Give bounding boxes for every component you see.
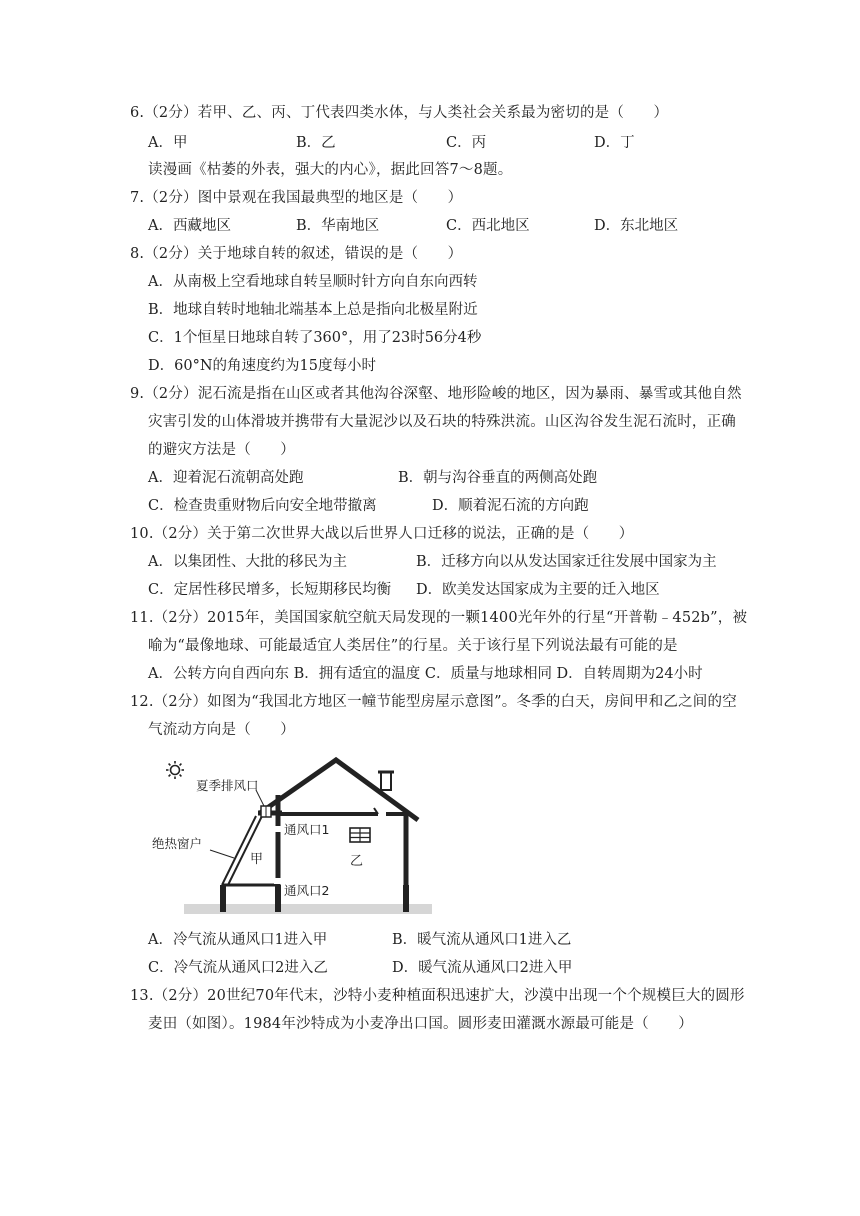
q6-option-a: A．甲 <box>148 135 188 151</box>
q10-option-b: B．迁移方向以从发达国家迁往发展中国家为主 <box>416 554 717 570</box>
q11-options: A．公转方向自西向东 B．拥有适宜的温度 C．质量与地球相同 D．自转周期为24小时 <box>148 666 703 682</box>
question-7-stem: 7.（2分）图中景观在我国最典型的地区是（ ） <box>130 190 463 206</box>
question-11-stem-line1: 11.（2分）2015年，美国国家航空航天局发现的一颗1400光年外的行星“开普勒﹣452b”，被 <box>130 610 748 626</box>
q6-option-d: D．丁 <box>594 135 635 151</box>
q10-option-c: C．定居性移民增多，长短期移民均衡 <box>148 582 392 598</box>
q8-option-b: B．地球自转时地轴北端基本上总是指向北极星附近 <box>148 302 478 318</box>
room-a-label: 甲 <box>250 852 264 867</box>
chimney-icon <box>381 772 391 790</box>
q12-option-d: D．暖气流从通风口2进入甲 <box>392 960 573 976</box>
q8-option-d: D．60°N的角速度约为15度每小时 <box>148 358 376 374</box>
intro-7-8: 读漫画《枯萎的外表，强大的内心》，据此回答7～8题。 <box>148 162 513 178</box>
q10-option-d: D．欧美发达国家成为主要的迁入地区 <box>416 582 660 598</box>
question-11-stem-line2: 喻为“最像地球、可能最适宜人类居住”的行星。关于该行星下列说法最有可能的是 <box>148 638 678 654</box>
q7-option-b: B．华南地区 <box>296 218 380 234</box>
question-8-stem: 8.（2分）关于地球自转的叙述，错误的是（ ） <box>130 246 463 262</box>
vent-1-opening <box>274 826 282 832</box>
vent-2-opening <box>274 878 282 884</box>
question-10-stem: 10.（2分）关于第二次世界大战以后世界人口迁移的说法，正确的是（ ） <box>130 526 634 542</box>
q10-option-a: A．以集团性、大批的移民为主 <box>148 554 347 570</box>
q9-option-a: A．迎着泥石流朝高处跑 <box>148 470 304 486</box>
sun-icon <box>166 761 184 779</box>
q12-option-b: B．暖气流从通风口1进入乙 <box>392 932 572 948</box>
q12-option-a: A．冷气流从通风口1进入甲 <box>148 932 328 948</box>
q9-option-d: D．顺着泥石流的方向跑 <box>432 498 589 514</box>
vent-1-label: 通风口1 <box>284 822 330 837</box>
q7-option-a: A．西藏地区 <box>148 218 231 234</box>
q9-option-c: C．检查贵重财物后向安全地带撤离 <box>148 498 377 514</box>
q12-option-c: C．冷气流从通风口2进入乙 <box>148 960 328 976</box>
question-12-stem-line1: 12.（2分）如图为“我国北方地区一幢节能型房屋示意图”。冬季的白天，房间甲和乙之间的空 <box>130 694 737 710</box>
insulated-window-label: 绝热窗户 <box>152 836 203 851</box>
q6-option-b: B．乙 <box>296 135 336 151</box>
q8-option-a: A．从南极上空看地球自转呈顺时针方向自东向西转 <box>148 274 478 290</box>
question-12-stem-line2: 气流动方向是（ ） <box>148 722 295 738</box>
energy-saving-house-diagram <box>152 752 440 924</box>
question-13-stem-line2: 麦田（如图）。1984年沙特成为小麦净出口国。圆形麦田灌溉水源最可能是（ ） <box>148 1016 693 1032</box>
question-9-stem-line3: 的避灾方法是（ ） <box>148 442 295 458</box>
question-6-stem: 6.（2分）若甲、乙、丙、丁代表四类水体，与人类社会关系最为密切的是（ ） <box>130 105 669 121</box>
insulated-window <box>222 816 256 885</box>
room-b-label: 乙 <box>350 854 364 869</box>
summer-vent-label: 夏季排风口 <box>196 778 259 793</box>
question-13-stem-line1: 13.（2分）20世纪70年代末，沙特小麦种植面积迅速扩大，沙漠中出现一个个规模巨大的圆形 <box>130 988 745 1004</box>
q9-option-b: B．朝与沟谷垂直的两侧高处跑 <box>398 470 598 486</box>
left-footing <box>220 885 226 912</box>
roof <box>260 760 418 820</box>
q8-option-c: C．1个恒星日地球自转了360°，用了23时56分4秒 <box>148 330 482 346</box>
question-9-stem-line1: 9.（2分）泥石流是指在山区或者其他沟谷深壑、地形险峻的地区，因为暴雨、暴雪或其他自然 <box>130 386 742 402</box>
vent-2-label: 通风口2 <box>284 883 330 898</box>
q7-option-c: C．西北地区 <box>446 218 530 234</box>
window-icon <box>350 828 370 842</box>
question-9-stem-line2: 灾害引发的山体滑坡并携带有大量泥沙以及石块的特殊洪流。山区沟谷发生泥石流时，正确 <box>148 414 736 430</box>
q7-option-d: D．东北地区 <box>594 218 679 234</box>
q6-option-c: C．丙 <box>446 135 487 151</box>
